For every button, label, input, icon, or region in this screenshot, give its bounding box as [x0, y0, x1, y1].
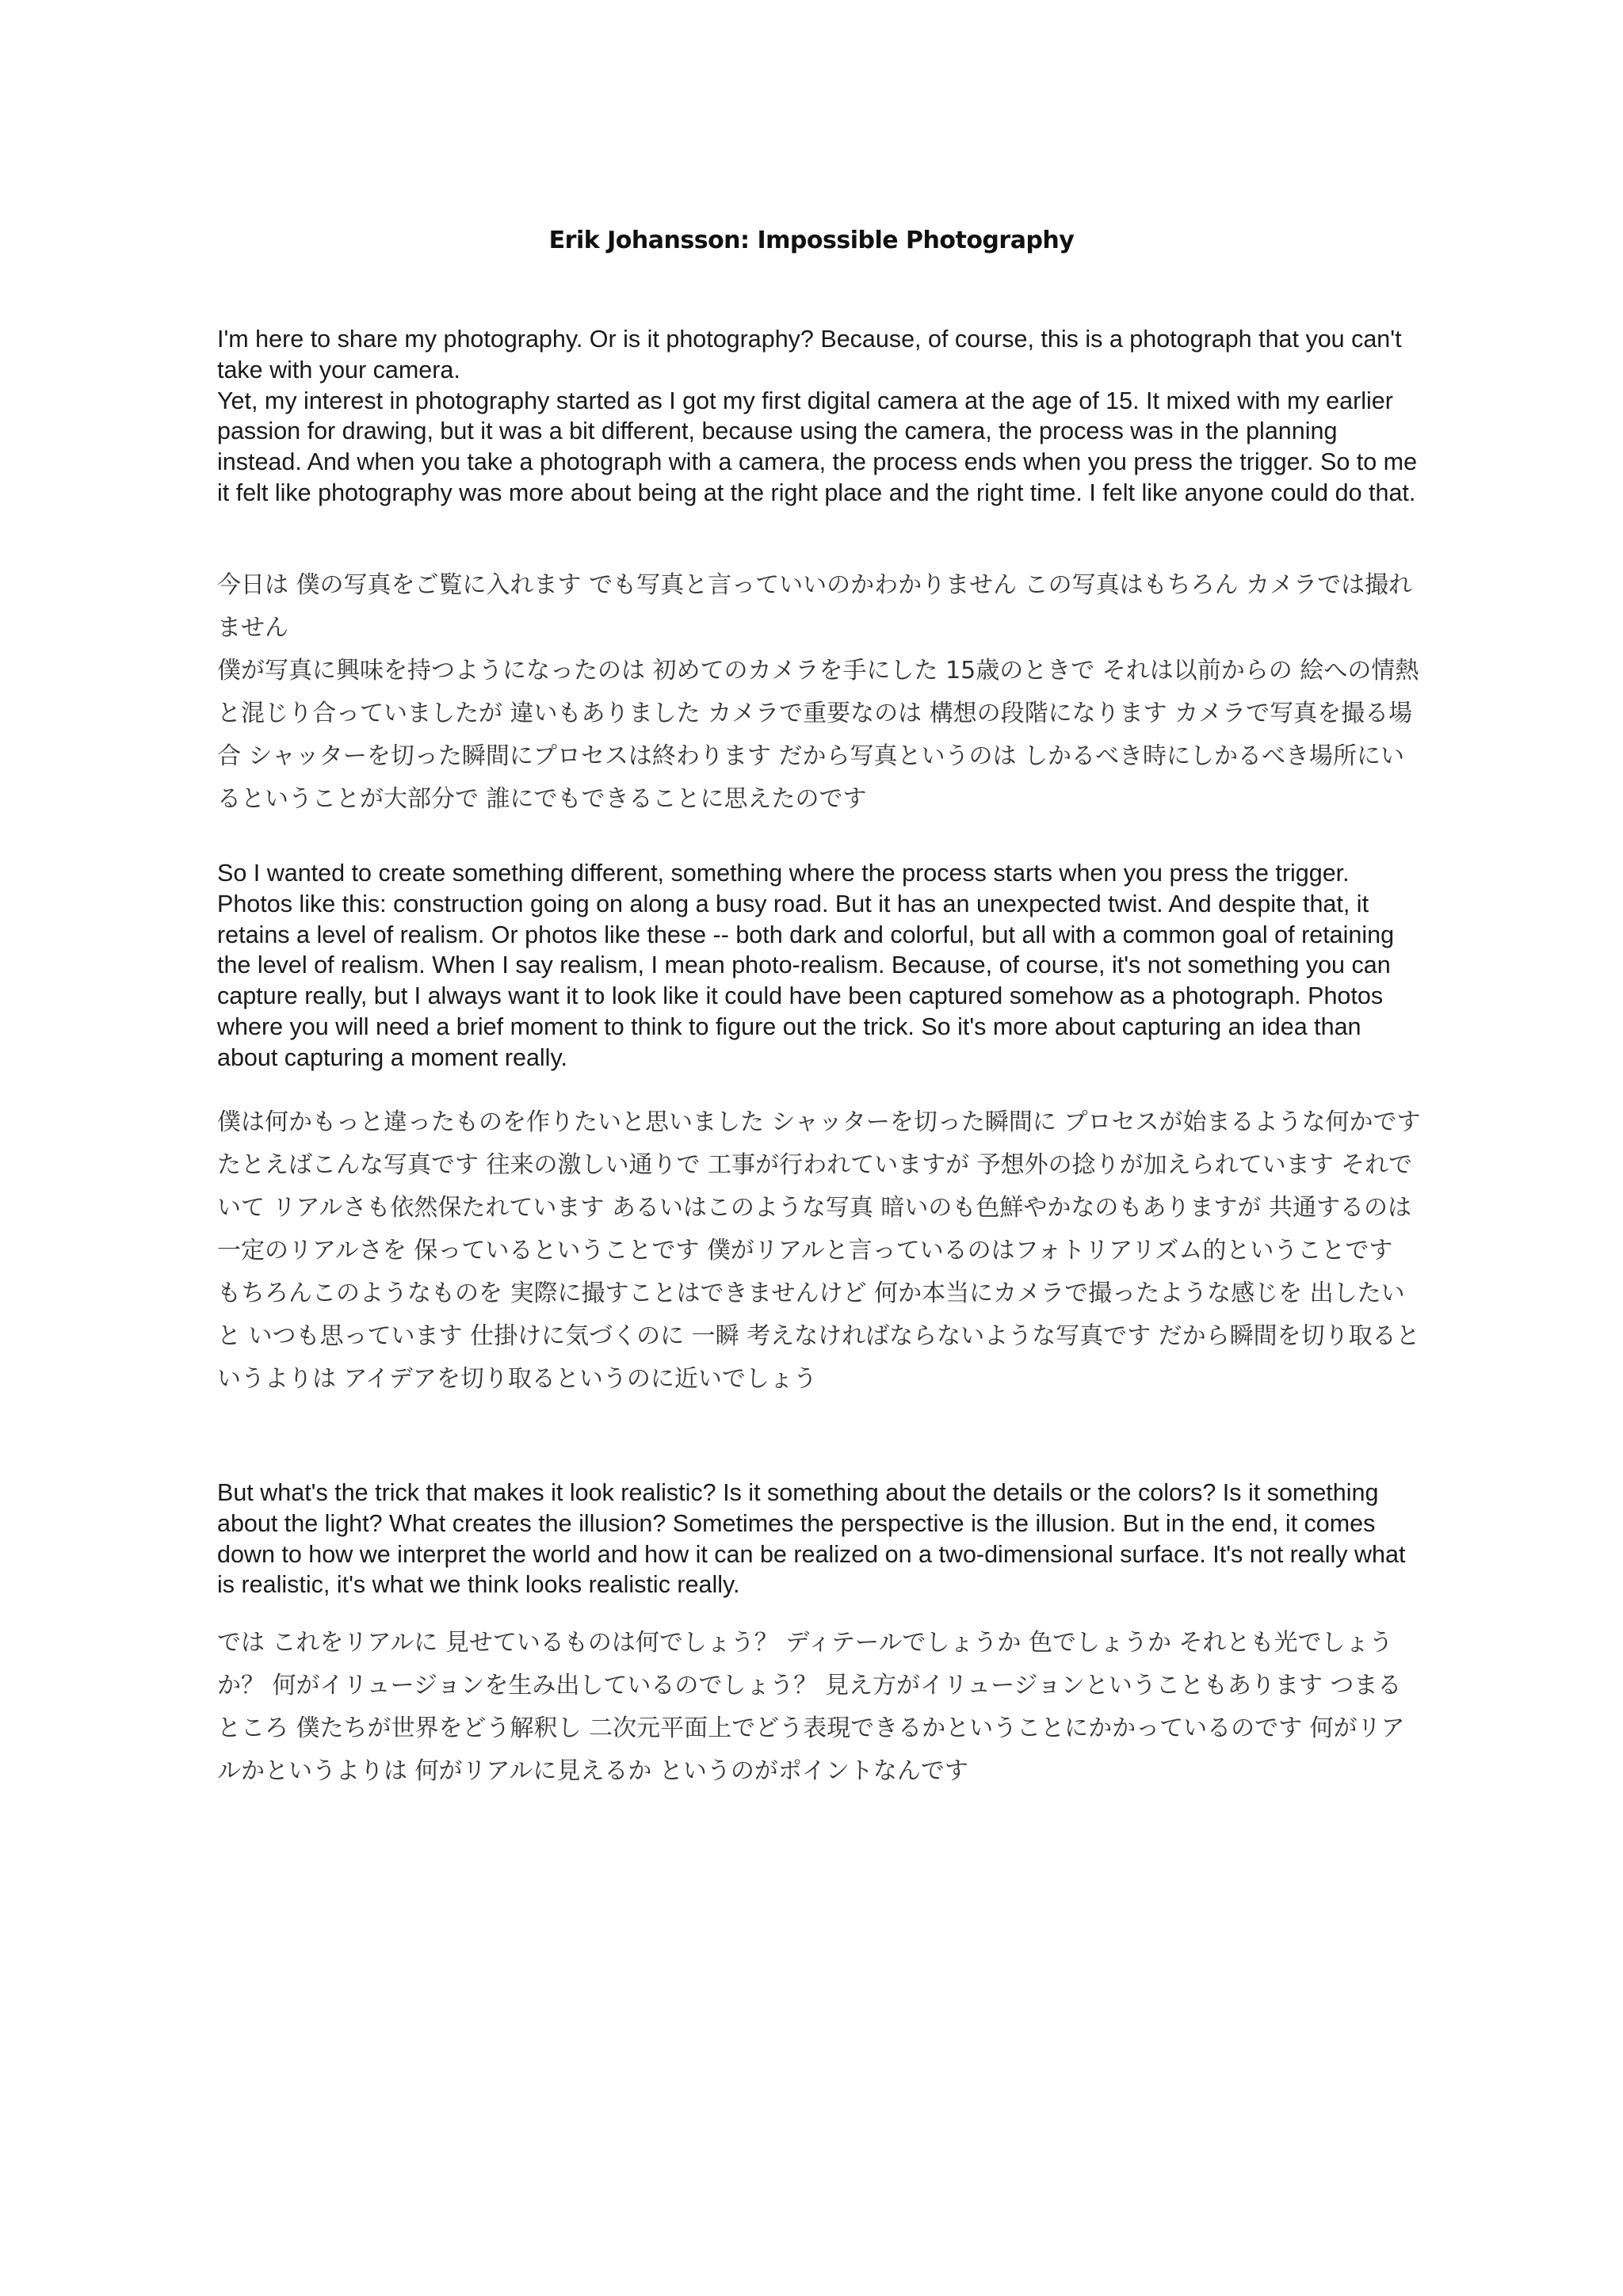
japanese-paragraph-2	[217, 1101, 1422, 1401]
paragraph-line: I'm here to share my photography. Or is it photography? Because, of course, this is a photograph that you can't take with your camera.	[217, 326, 1402, 383]
english-paragraph-3	[217, 1478, 1422, 1600]
paragraph-line: では これをリアルに 見せているものは何でしょう？ ディテールでしょうか 色でしょうか それとも光でしょうか？ 何がイリュージョンを生み出しているのでしょう？ 見え方がイリュージョンということもあります つまるところ 僕たちが世界をどう解釈し 二次元平面上でどう表現できるかということにかかっているのです 何がリアルかというよりは 何がリアルに見えるか というのがポイントなんです	[217, 1629, 1405, 1785]
paragraph-line: 僕が写真に興味を持つようになったのは 初めてのカメラを手にした 15歳のときで それは以前からの 絵への情熱と混じり合っていましたが 違いもありました カメラで重要なのは 構想の段階になります カメラで写真を撮る場合 シャッターを切った瞬間にプロセスは終わります だから写真というのは しかるべき時にしかるべき場所にいるということが大部分で 誰にでもできることに思えたのです	[217, 657, 1419, 813]
paragraph-line: But what's the trick that makes it look realistic? Is it something about the details or the colors? Is it something about the light? What creates the illusion? Sometimes the perspective is the illusion. But in the end, it comes down to how we interpret the world and how it can be realized on a two-dimensional surface. It's not really what is realistic, it's what we think looks realistic really.	[217, 1479, 1406, 1599]
english-paragraph-1	[217, 324, 1422, 509]
english-paragraph-2	[217, 858, 1422, 1074]
paragraph-line: Yet, my interest in photography started as I got my first digital camera at the age of 15. It mixed with my earlier passion for drawing, but it was a bit different, because using the camera, the process was in the planning instead. And when you take a photograph with a camera, the process ends when you press the trigger. So to me it felt like photography was more about being at the right place and the right time. I felt like anyone could do that.	[217, 387, 1418, 506]
paragraph-line: 僕は何かもっと違ったものを作りたいと思いました シャッターを切った瞬間に プロセスが始まるような何かです たとえばこんな写真です 往来の激しい通りで 工事が行われていますが 予想外の捻りが加えられています それでいて リアルさも依然保たれています あるいはこのような写真 暗いのも色鮮やかなのもありますが 共通するのは 一定のリアルさを 保っているということです 僕がリアルと言っているのはフォトリアリズム的ということです もちろんこのようなものを 実際に撮すことはできませんけど 何か本当にカメラで撮ったような感じを 出したいと いつも思っています 仕掛けに気づくのに 一瞬 考えなければならないような写真です だから瞬間を切り取るというよりは アイデアを切り取るというのに近いでしょう	[217, 1108, 1421, 1393]
japanese-paragraph-1	[217, 564, 1422, 821]
paragraph-line: 今日は 僕の写真をご覧に入れます でも写真と言っていいのかわかりません この写真はもちろん カメラでは撮れません	[217, 571, 1413, 642]
paragraph-line: So I wanted to create something different, something where the process starts when you press the trigger. Photos like this: construction going on along a busy road. But it has an unexpected twist. And despite that, it retains a level of realism. Or photos like these -- both dark and colorful, but all with a common goal of retaining the level of realism. When I say realism, I mean photo-realism. Because, of course, it's not something you can capture really, but I always want it to look like it could have been captured somehow as a photograph. Photos where you will need a brief moment to think to figure out the trick. So it's more about capturing an idea than about capturing a moment really.	[217, 860, 1395, 1071]
japanese-paragraph-3	[217, 1622, 1422, 1793]
document-title: Erik Johansson: Impossible Photography	[548, 227, 1075, 254]
